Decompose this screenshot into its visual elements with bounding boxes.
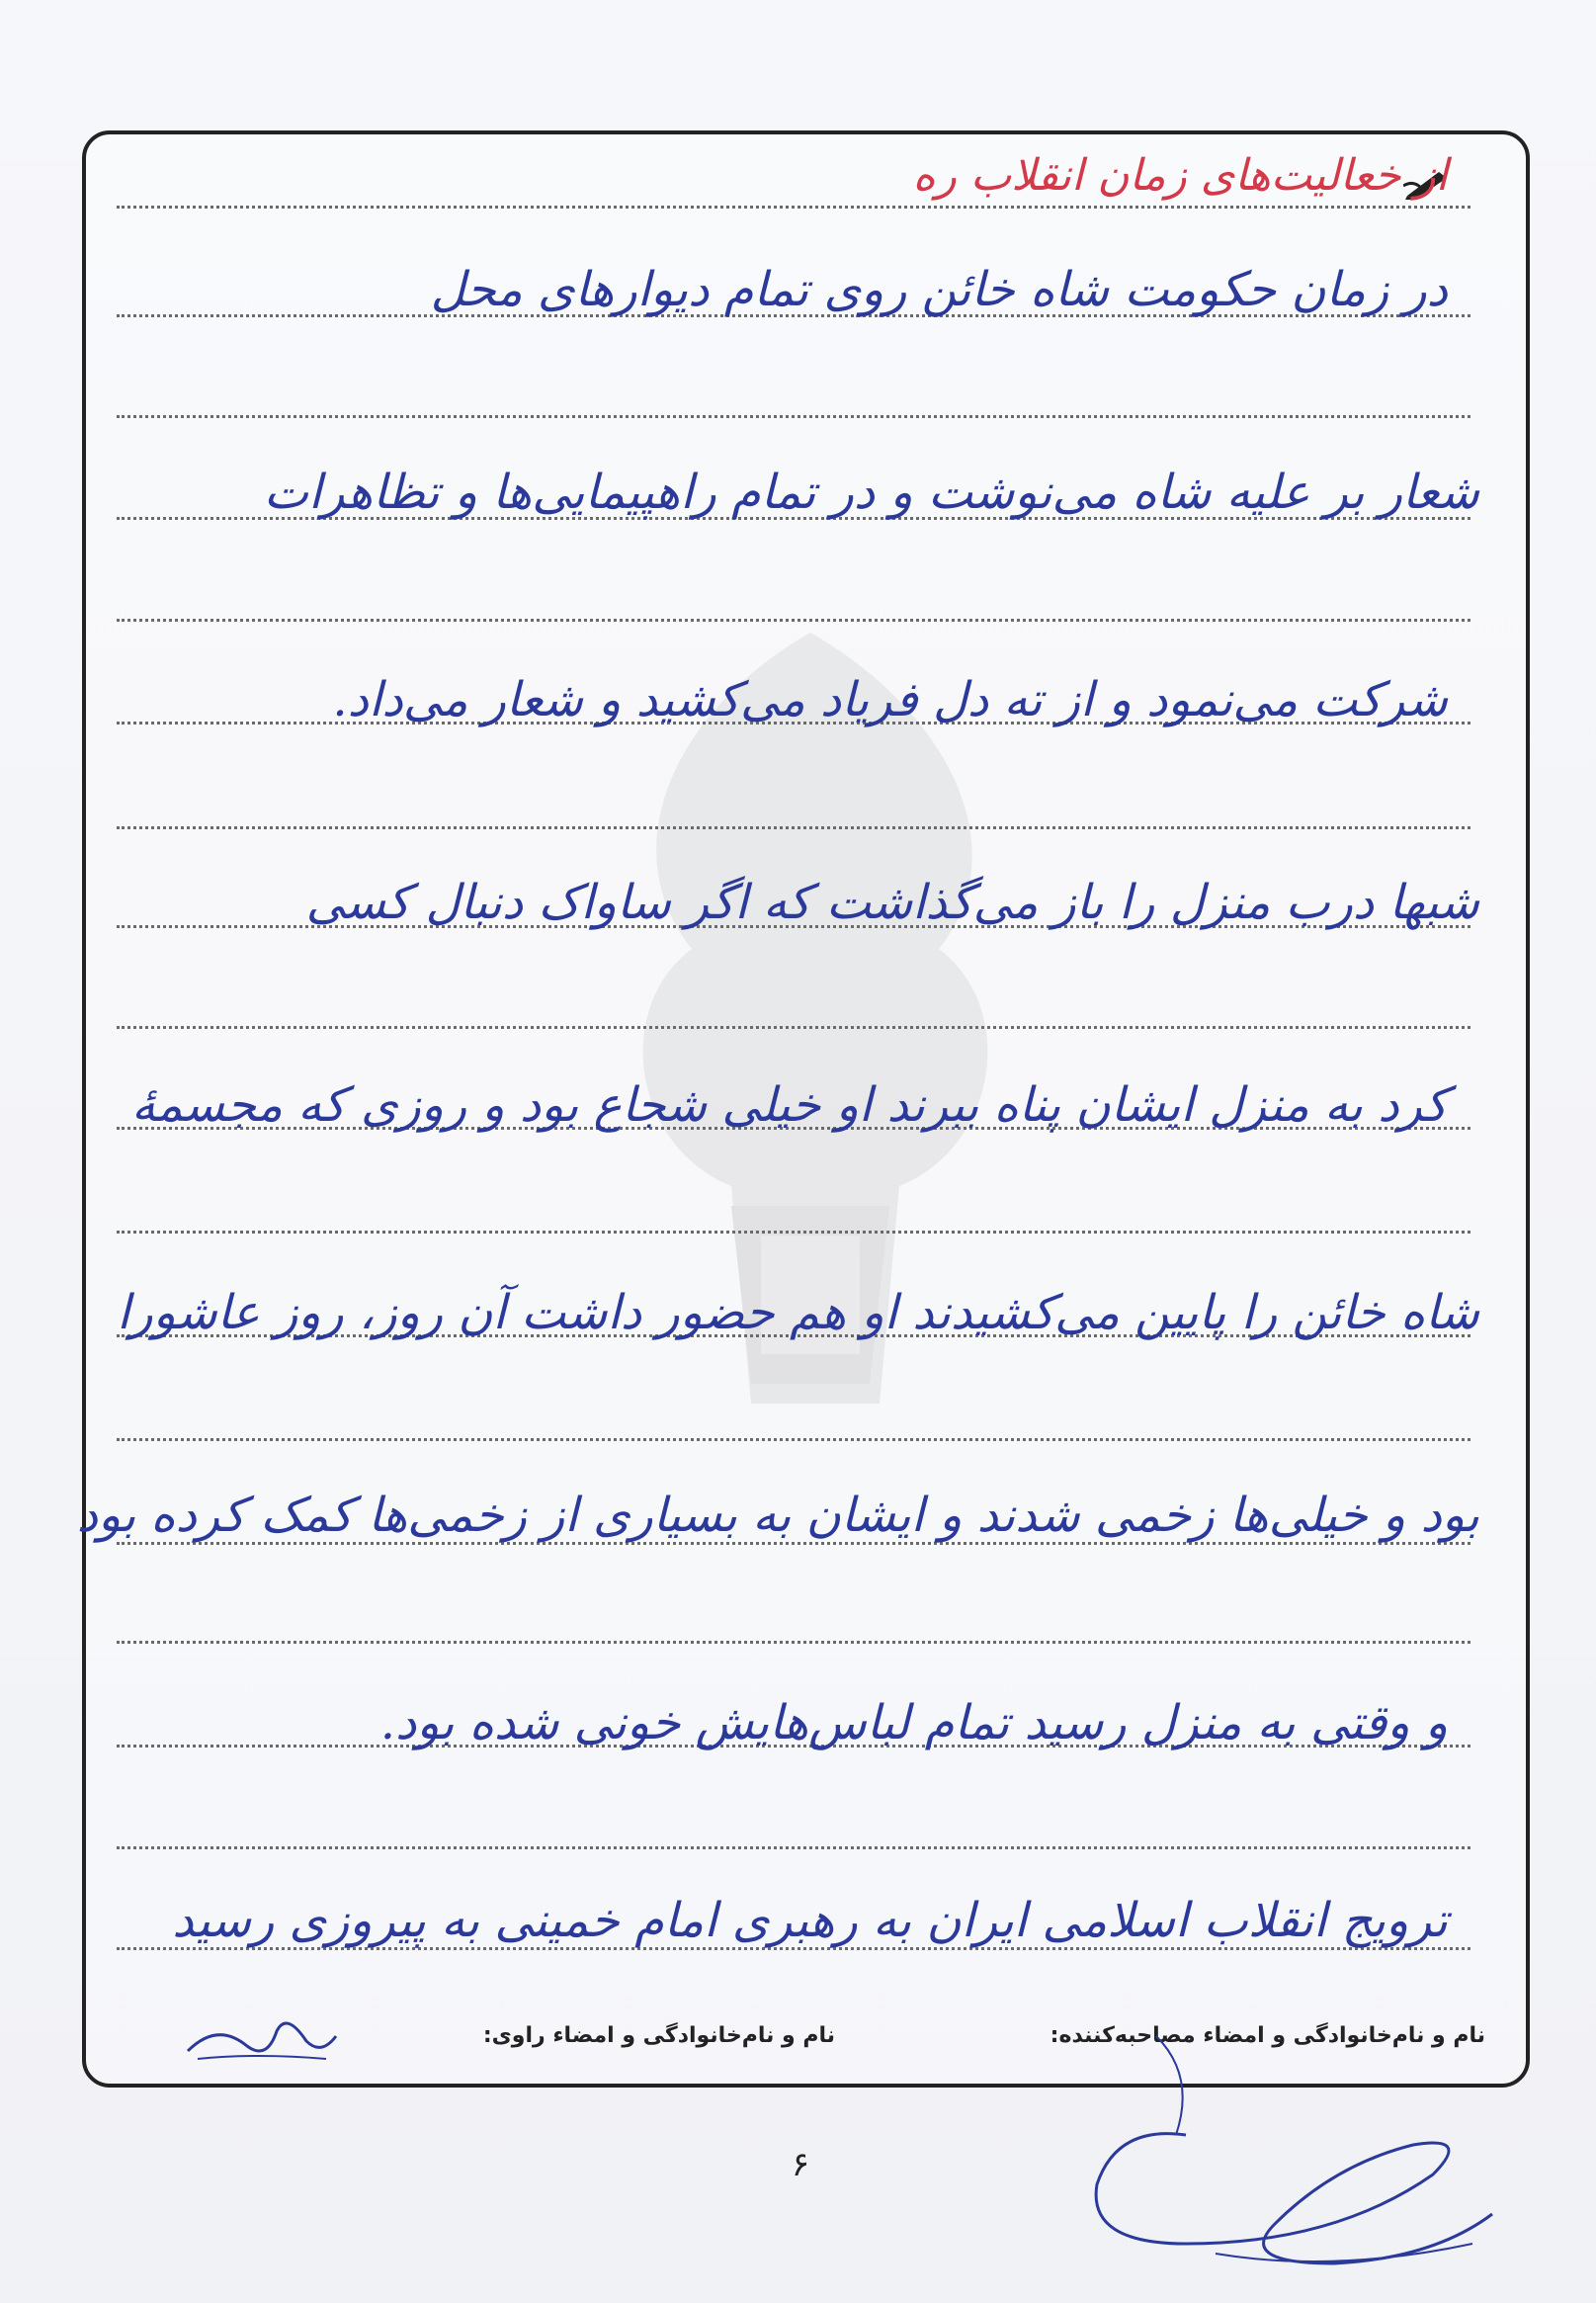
ruled-line (117, 1641, 1470, 1644)
handwritten-line: شعار بر علیه شاه می‌نوشت و در تمام راهپیمایی‌ها و تظاهرات (263, 465, 1479, 520)
narrator-signature (178, 2002, 346, 2071)
handwritten-line: در زمان حکومت شاه خائن روی تمام دیوارهای محل (430, 262, 1448, 317)
handwritten-title: از خعالیت‌های زمان انقلاب ره (912, 150, 1448, 201)
ruled-line (117, 1438, 1470, 1441)
handwritten-line: شاه خائن را پایین می‌کشیدند او هم حضور داشت آن روز، روز عاشورا (117, 1285, 1479, 1340)
ruled-line (117, 1026, 1470, 1029)
handwritten-line: شرکت می‌نمود و از ته دل فریاد می‌کشید و شعار می‌داد. (332, 672, 1448, 727)
handwritten-line: شبها درب منزل را باز می‌گذاشت که اگر ساواک دنبال کسی (305, 875, 1479, 930)
handwritten-line: و وقتی به منزل رسید تمام لباس‌هایش خونی شده بود. (379, 1695, 1448, 1750)
ruled-line (117, 415, 1470, 418)
page-number: ۶ (791, 2145, 810, 2184)
handwritten-line: ترویج انقلاب اسلامی ایران به رهبری امام خمینی به پیروزی رسید (172, 1893, 1448, 1948)
ruled-line (117, 826, 1470, 829)
interviewer-signature (1038, 2016, 1502, 2283)
ruled-line (117, 1231, 1470, 1234)
narrator-signature-label: نام و نام‌خانوادگی و امضاء راوی: (482, 2023, 835, 2048)
interviewer-signature-label: نام و نام‌خانوادگی و امضاء مصاحبه‌کننده: (1050, 2023, 1485, 2048)
handwritten-line: کرد به منزل ایشان پناه ببرند او خیلی شجاع بود و روزی که مجسمهٔ (130, 1077, 1448, 1133)
handwritten-line: بود و خیلی‌ها زخمی شدند و ایشان به بسیاری از زخمی‌ها کمک کرده بود (76, 1488, 1479, 1543)
ruled-line (117, 619, 1470, 622)
ruled-line (117, 206, 1470, 209)
ruled-line (117, 1846, 1470, 1849)
